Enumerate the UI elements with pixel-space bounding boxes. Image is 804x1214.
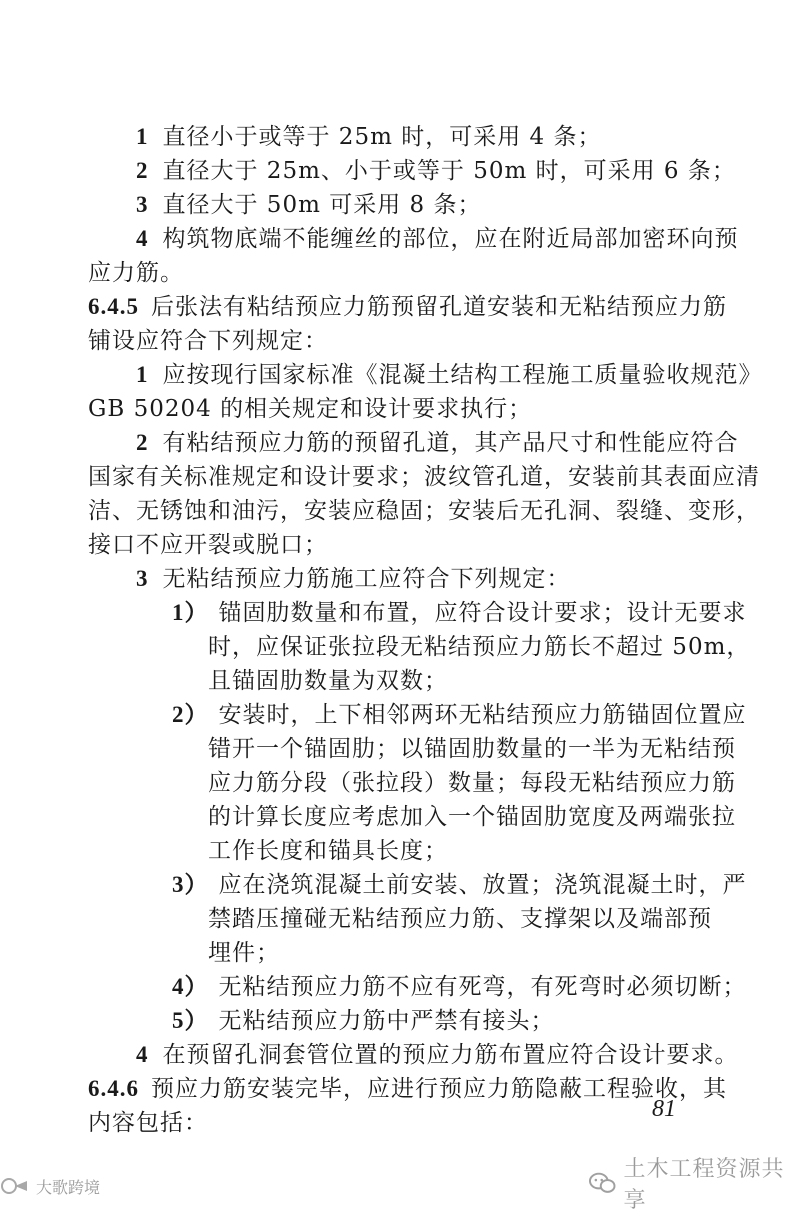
item-text: 应按现行国家标准《混凝土结构工程施工质量验收规范》: [162, 362, 763, 388]
text-line: 内容包括：: [88, 1110, 208, 1136]
list-item: [136, 122, 768, 152]
sub-item: [172, 700, 804, 730]
item-text: 无粘结预应力筋施工应符合下列规定：: [162, 566, 571, 592]
text-line: 错开一个锚固肋；以锚固肋数量的一半为无粘结预: [208, 736, 736, 762]
item-number: 3: [136, 192, 149, 217]
text-line: GB 50204 的相关规定和设计要求执行；: [88, 396, 533, 422]
clause-text: 预应力筋安装完毕，应进行预应力筋隐蔽工程验收，其: [151, 1076, 727, 1102]
text-line: 工作长度和锚具长度；: [208, 838, 448, 864]
clause-text: 后张法有粘结预应力筋预留孔道安装和无粘结预应力筋: [151, 294, 727, 320]
text-line: 洁、无锈蚀和油污，安装应稳固；安装后无孔洞、裂缝、变形，: [88, 498, 760, 524]
text-line: 禁踏压撞碰无粘结预应力筋、支撑架以及端部预: [208, 906, 712, 932]
sub-item: [172, 972, 804, 1002]
watermark-right: [588, 1152, 804, 1214]
list-item: [136, 428, 768, 458]
text-line: 铺设应符合下列规定：: [88, 328, 328, 354]
list-item: [136, 564, 768, 594]
page-number: 81: [652, 1096, 676, 1122]
item-text: 直径小于或等于 25m 时，可采用 4 条；: [162, 124, 602, 150]
text-line: 且锚固肋数量为双数；: [208, 668, 448, 694]
clause: [88, 292, 727, 322]
list-item: [136, 190, 768, 220]
text-line: 国家有关标准规定和设计要求；波纹管孔道，安装前其表面应清: [88, 464, 760, 490]
clause-number: 6.4.5: [88, 294, 139, 319]
sub-item-number: 4）: [172, 974, 209, 999]
watermark-right-text: 土木工程资源共享: [623, 1157, 785, 1213]
clause: [88, 1074, 727, 1104]
sub-item: [172, 870, 804, 900]
item-text: 有粘结预应力筋的预留孔道，其产品尺寸和性能应符合: [162, 430, 739, 456]
sub-item-number: 2）: [172, 702, 209, 727]
item-text: 在预留孔洞套管位置的预应力筋布置应符合设计要求。: [162, 1042, 739, 1068]
watermark-logo-icon: [0, 1177, 30, 1195]
watermark-left: [0, 1174, 100, 1198]
sub-item: [172, 598, 804, 628]
text-line: 应力筋。: [88, 260, 184, 286]
item-number: 3: [136, 566, 149, 591]
text-line: 应力筋分段（张拉段）数量；每段无粘结预应力筋: [208, 770, 736, 796]
item-number: 1: [136, 124, 149, 149]
watermark-left-text: 大歌跨境: [36, 1177, 101, 1197]
sub-item: [172, 1006, 804, 1036]
list-item: [136, 360, 768, 390]
item-text: 直径大于 25m、小于或等于 50m 时，可采用 6 条；: [162, 158, 736, 184]
sub-item-text: 无粘结预应力筋不应有死弯，有死弯时必须切断；: [218, 974, 747, 1000]
item-number: 4: [136, 1042, 149, 1067]
sub-item-text: 锚固肋数量和布置，应符合设计要求；设计无要求: [218, 600, 747, 626]
list-item: [136, 156, 768, 186]
text-line: 埋件；: [208, 940, 280, 966]
list-item: [136, 1040, 768, 1070]
item-text: 构筑物底端不能缠丝的部位，应在附近局部加密环向预: [162, 226, 739, 252]
sub-item-text: 安装时，上下相邻两环无粘结预应力筋锚固位置应: [218, 702, 747, 728]
item-number: 1: [136, 362, 149, 387]
clause-number: 6.4.6: [88, 1076, 139, 1101]
sub-item-text: 应在浇筑混凝土前安装、放置；浇筑混凝土时，严: [218, 872, 747, 898]
item-text: 直径大于 50m 可采用 8 条；: [162, 192, 482, 218]
item-number: 4: [136, 226, 149, 251]
item-number: 2: [136, 158, 149, 183]
text-line: 时，应保证张拉段无粘结预应力筋长不超过 50m，: [208, 634, 751, 660]
sub-item-text: 无粘结预应力筋中严禁有接头；: [218, 1008, 555, 1034]
wechat-icon: [588, 1171, 617, 1195]
sub-item-number: 3）: [172, 872, 209, 897]
sub-item-number: 1）: [172, 600, 209, 625]
item-number: 2: [136, 430, 149, 455]
text-line: 的计算长度应考虑加入一个锚固肋宽度及两端张拉: [208, 804, 736, 830]
sub-item-number: 5）: [172, 1008, 209, 1033]
text-line: 接口不应开裂或脱口；: [88, 532, 328, 558]
list-item: [136, 224, 768, 254]
